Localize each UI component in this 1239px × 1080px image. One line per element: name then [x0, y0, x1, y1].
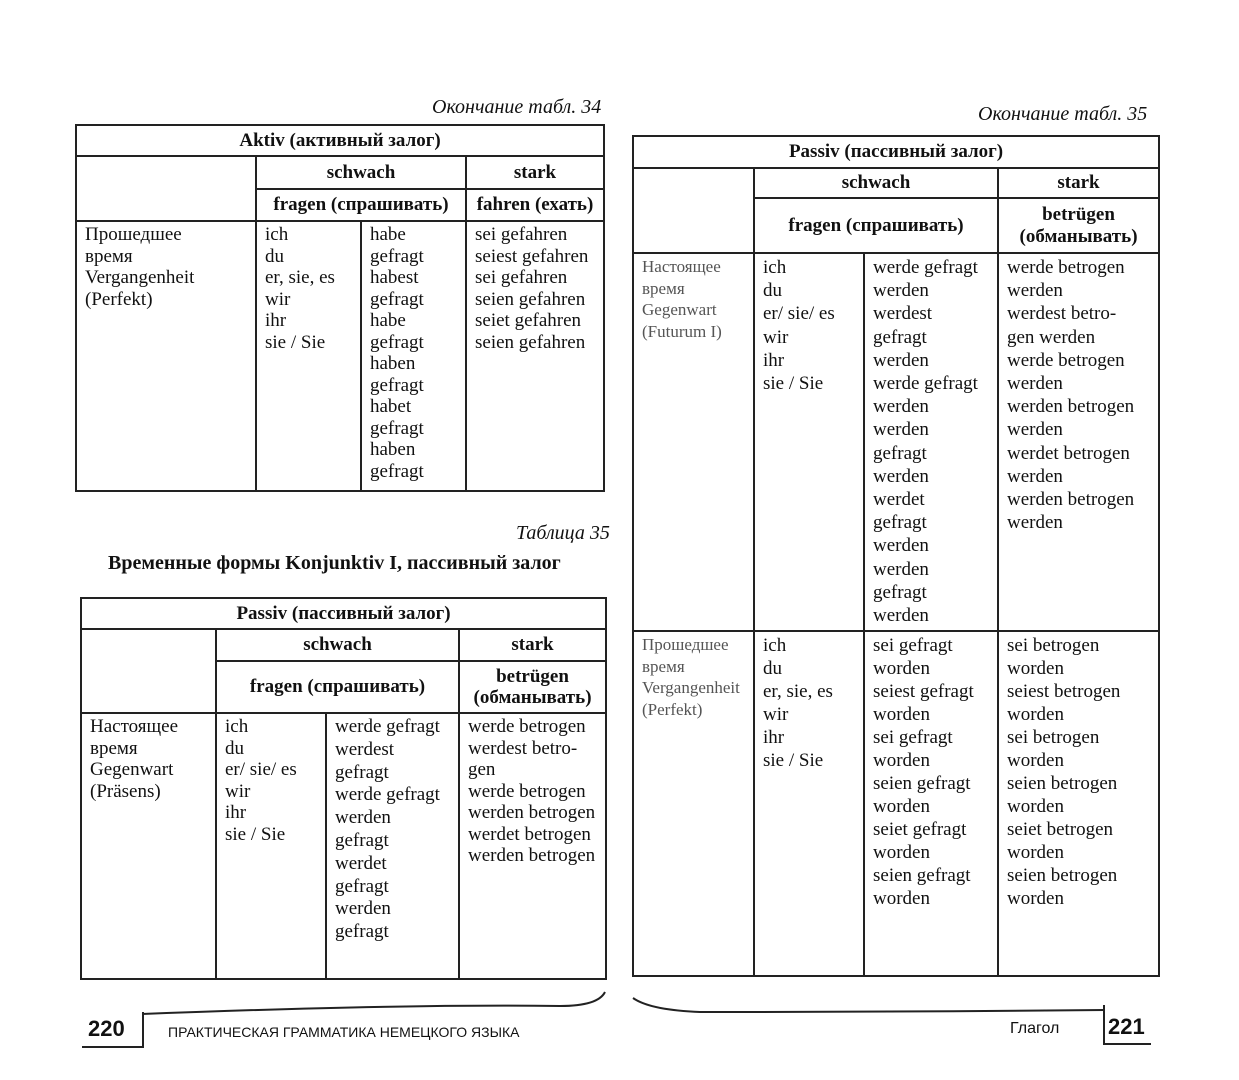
pronouns: ich du er, sie, es wir ihr sie / Sie: [754, 631, 864, 976]
row-perfekt: [633, 631, 1159, 976]
section-title: Глагол: [1010, 1020, 1060, 1037]
table-35-praesens: [80, 597, 607, 980]
weak-forms: werde gefragt werden werdest gefragt werden werde gefragt werden werden gefragt werden werdet gefragt werden werden gefragt werden: [864, 253, 998, 631]
weak-forms: habe gefragt habest gefragt habe gefragt haben gefragt habet gefragt haben gefragt: [361, 221, 466, 491]
weak-verb-header: fragen (спрашивать): [216, 661, 459, 713]
pronouns: ich du er/ sie/ es wir ihr sie / Sie: [754, 253, 864, 631]
schwach-header: schwach: [216, 629, 459, 661]
caption-table-35: Таблица 35: [516, 522, 610, 544]
divider: [82, 1046, 144, 1048]
table-35-title: Временные формы Konjunktiv I, пассивный залог: [108, 552, 561, 574]
row-futurum: [633, 253, 1159, 631]
stark-header: stark: [998, 168, 1159, 198]
page-number-left: 220: [88, 1016, 125, 1041]
strong-forms: werde betrogen werden werdest betro- gen werden werde betrogen werden werden betrogen werden werdet betrogen werden werden betrogen werden: [998, 253, 1159, 631]
caption-table-35-end: Окончание табл. 35: [978, 103, 1148, 125]
weak-forms: werde gefragt werdest gefragt werde gefragt werden gefragt werdet gefragt werden gefragt: [326, 713, 459, 979]
tense-label: Прошедшее время Vergangenheit (Perfekt): [76, 221, 256, 491]
strong-forms: werde betrogen werdest betro- gen werde betrogen werden betrogen werdet betrogen werden betrogen: [459, 713, 606, 979]
running-title: ПРАКТИЧЕСКАЯ ГРАММАТИКА НЕМЕЦКОГО ЯЗЫКА: [168, 1024, 520, 1040]
weak-forms: sei gefragt worden seiest gefragt worden sei gefragt worden seien gefragt worden seiet gefragt worden seien gefragt worden: [864, 631, 998, 976]
strong-verb-header: fahren (ехать): [466, 189, 604, 221]
caption-table-34-end: Окончание табл. 34: [432, 96, 602, 118]
weak-verb-header: fragen (спрашивать): [754, 198, 998, 253]
stark-header: stark: [459, 629, 606, 661]
schwach-header: schwach: [256, 156, 466, 189]
voice-header: Passiv (пассивный залог): [81, 598, 606, 629]
divider: [142, 1012, 144, 1048]
tense-label: Настоящее время Gegenwart (Präsens): [81, 713, 216, 979]
divider: [1103, 1043, 1151, 1045]
pronouns: ich du er/ sie/ es wir ihr sie / Sie: [216, 713, 326, 979]
divider: [1103, 1005, 1105, 1045]
weak-verb-header: fragen (спрашивать): [256, 189, 466, 221]
stark-header: stark: [466, 156, 604, 189]
voice-header: Passiv (пассивный залог): [633, 136, 1159, 168]
schwach-header: schwach: [754, 168, 998, 198]
tense-label: Настоящее время Gegenwart (Futurum I): [633, 253, 754, 631]
pronouns: ich du er, sie, es wir ihr sie / Sie: [256, 221, 361, 491]
table-34-aktiv: [75, 124, 605, 492]
tense-label: Прошедшее время Vergangenheit (Perfekt): [633, 631, 754, 976]
strong-verb-header: betrügen (обманывать): [998, 198, 1159, 253]
strong-forms: sei betrogen worden seiest betrogen worden sei betrogen worden seien betrogen worden seiet betrogen worden seien betrogen worden: [998, 631, 1159, 976]
voice-header: Aktiv (активный залог): [76, 125, 604, 156]
table-35-futurum-perfekt: [632, 135, 1160, 977]
strong-forms: sei gefahren seiest gefahren sei gefahren seien gefahren seiet gefahren seien gefahren: [466, 221, 604, 491]
page-number-right: 221: [1108, 1014, 1145, 1039]
strong-verb-header: betrügen (обманывать): [459, 661, 606, 713]
